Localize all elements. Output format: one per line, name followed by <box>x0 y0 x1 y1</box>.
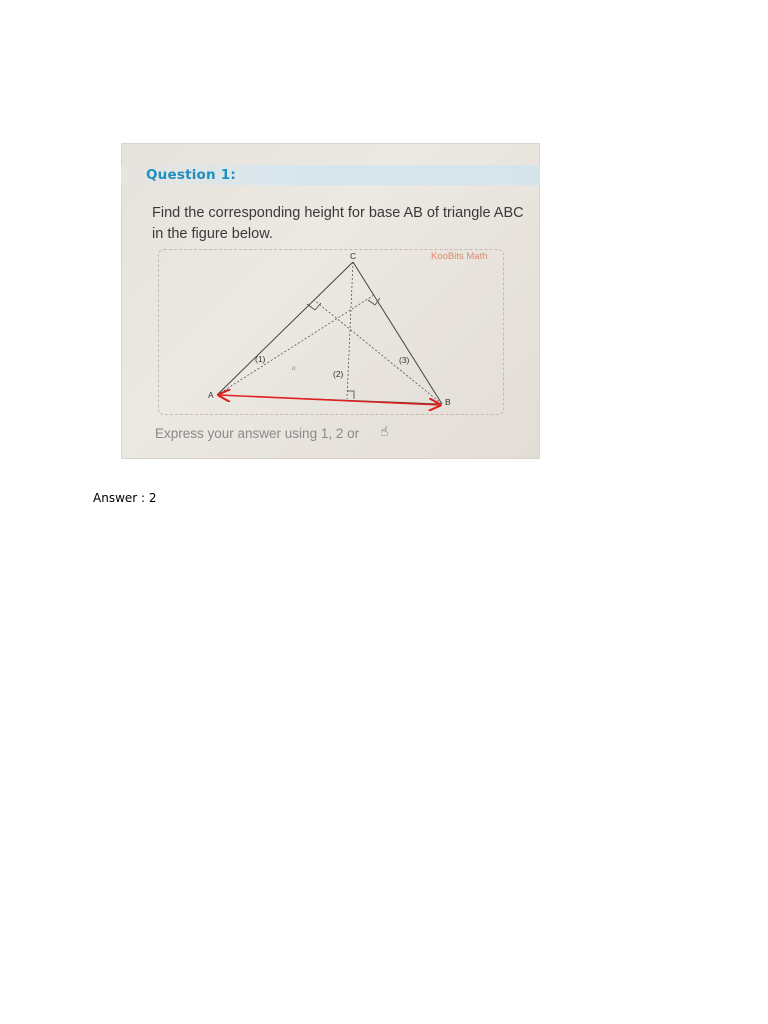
question-heading: Question 1: <box>146 167 236 183</box>
stray-mark: α <box>292 366 296 372</box>
question-text: Find the corresponding height for base AB of triangle ABC in the figure below. <box>152 205 524 242</box>
height-2-label: (2) <box>333 369 344 379</box>
brand-label: KooBits Math <box>431 251 488 262</box>
height-1-line <box>217 295 374 395</box>
height-1-label: (1) <box>255 354 266 364</box>
height-3-line <box>314 300 442 404</box>
question-screenshot <box>121 143 540 459</box>
base-ab-arrow <box>219 395 440 405</box>
triangle-figure <box>121 143 540 459</box>
vertex-c-label: C <box>350 251 357 261</box>
height-3-label: (3) <box>399 355 410 365</box>
right-angle-mark-1 <box>307 303 321 310</box>
answer-prompt: Express your answer using 1, 2 or <box>155 426 360 441</box>
side-bc <box>353 262 442 404</box>
vertex-b-label: B <box>445 397 451 407</box>
vertex-a-label: A <box>208 390 214 400</box>
answer-text: Answer : 2 <box>93 491 157 505</box>
pointing-hand-icon: ☝ <box>380 424 389 440</box>
right-angle-mark-3 <box>347 391 354 399</box>
